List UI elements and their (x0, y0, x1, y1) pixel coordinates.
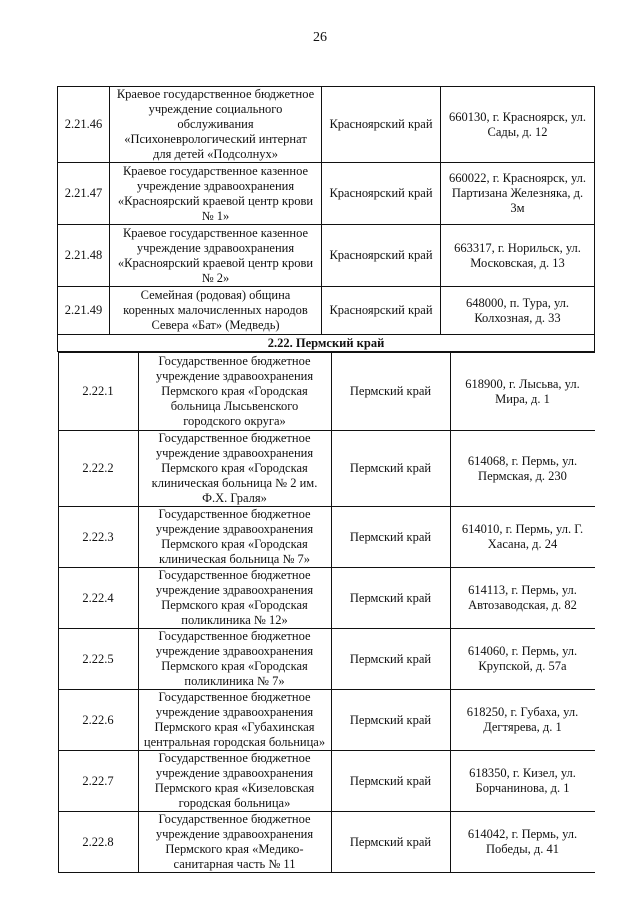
entry-number: 2.22.6 (58, 690, 138, 751)
institution-address: 614060, г. Пермь, ул. Крупской, д. 57а (450, 629, 595, 690)
institution-address: 614068, г. Пермь, ул. Пермская, д. 230 (450, 431, 595, 507)
region-name: Пермский край (331, 507, 450, 568)
table-row (58, 812, 595, 873)
institution-address: 660022, г. Красноярск, ул. Партизана Железняка, д. 3м (441, 163, 595, 225)
institutions-table (57, 86, 595, 873)
table-row (58, 287, 595, 335)
section-title: 2.22. Пермский край (58, 335, 595, 352)
entry-number: 2.22.3 (58, 507, 138, 568)
institution-name: Государственное бюджетное учреждение здравоохранения Пермского края «Городская клиническая больница № 7» (138, 507, 331, 568)
entry-number: 2.21.46 (58, 87, 110, 163)
institution-name: Семейная (родовая) община коренных малочисленных народов Севера «Бат» (Медведь) (110, 287, 322, 335)
entry-number: 2.21.47 (58, 163, 110, 225)
institution-name: Государственное бюджетное учреждение здравоохранения Пермского края «Медико-санитарная часть № 11 (138, 812, 331, 873)
region-name: Красноярский край (322, 287, 441, 335)
institution-address: 660130, г. Красноярск, ул. Сады, д. 12 (441, 87, 595, 163)
institution-address: 614113, г. Пермь, ул. Автозаводская, д. 82 (450, 568, 595, 629)
institution-address: 648000, п. Тура, ул. Колхозная, д. 33 (441, 287, 595, 335)
section-header-row (58, 335, 595, 352)
entry-number: 2.22.4 (58, 568, 138, 629)
table-row (58, 163, 595, 225)
institution-address: 618900, г. Лысьва, ул. Мира, д. 1 (450, 353, 595, 431)
institution-name: Краевое государственное казенное учреждение здравоохранения «Красноярский краевой центр крови № 2» (110, 225, 322, 287)
region-name: Пермский край (331, 431, 450, 507)
entry-number: 2.22.8 (58, 812, 138, 873)
section-body (58, 352, 595, 874)
entry-number: 2.22.1 (58, 353, 138, 431)
region-name: Пермский край (331, 629, 450, 690)
region-name: Красноярский край (322, 163, 441, 225)
institution-name: Государственное бюджетное учреждение здравоохранения Пермского края «Городская поликлиника № 7» (138, 629, 331, 690)
institution-name: Государственное бюджетное учреждение здравоохранения Пермского края «Губахинская центральная городская больница» (138, 690, 331, 751)
table-row (58, 629, 595, 690)
entry-number: 2.22.2 (58, 431, 138, 507)
region-name: Красноярский край (322, 225, 441, 287)
institution-name: Государственное бюджетное учреждение здравоохранения Пермского края «Городская клиническая больница № 2 им. Ф.Х. Граля» (138, 431, 331, 507)
entry-number: 2.21.49 (58, 287, 110, 335)
region-name: Красноярский край (322, 87, 441, 163)
institution-name: Государственное бюджетное учреждение здравоохранения Пермского края «Городская поликлиника № 12» (138, 568, 331, 629)
institution-name: Краевое государственное бюджетное учреждение социального обслуживания «Психоневрологический интернат для детей «Подсолнух» (110, 87, 322, 163)
perm-institutions-table (58, 352, 595, 873)
institution-name: Государственное бюджетное учреждение здравоохранения Пермского края «Городская больница Лысьвенского городского округа» (138, 353, 331, 431)
region-name: Пермский край (331, 812, 450, 873)
region-name: Пермский край (331, 353, 450, 431)
table-row (58, 225, 595, 287)
table-row (58, 568, 595, 629)
institution-address: 618350, г. Кизел, ул. Борчанинова, д. 1 (450, 751, 595, 812)
region-name: Пермский край (331, 690, 450, 751)
page-number: 26 (313, 30, 327, 45)
table-row (58, 87, 595, 163)
entry-number: 2.22.7 (58, 751, 138, 812)
table-row (58, 507, 595, 568)
institution-name: Государственное бюджетное учреждение здравоохранения Пермского края «Кизеловская городская больница» (138, 751, 331, 812)
table-row (58, 431, 595, 507)
institution-name: Краевое государственное казенное учреждение здравоохранения «Красноярский краевой центр крови № 1» (110, 163, 322, 225)
entry-number: 2.22.5 (58, 629, 138, 690)
section-body-row (58, 352, 595, 874)
region-name: Пермский край (331, 568, 450, 629)
entry-number: 2.21.48 (58, 225, 110, 287)
institution-address: 614010, г. Пермь, ул. Г. Хасана, д. 24 (450, 507, 595, 568)
table-row (58, 751, 595, 812)
region-name: Пермский край (331, 751, 450, 812)
institution-address: 614042, г. Пермь, ул. Победы, д. 41 (450, 812, 595, 873)
table-row (58, 690, 595, 751)
table-row (58, 353, 595, 431)
institution-address: 618250, г. Губаха, ул. Дегтярева, д. 1 (450, 690, 595, 751)
institution-address: 663317, г. Норильск, ул. Московская, д. 13 (441, 225, 595, 287)
